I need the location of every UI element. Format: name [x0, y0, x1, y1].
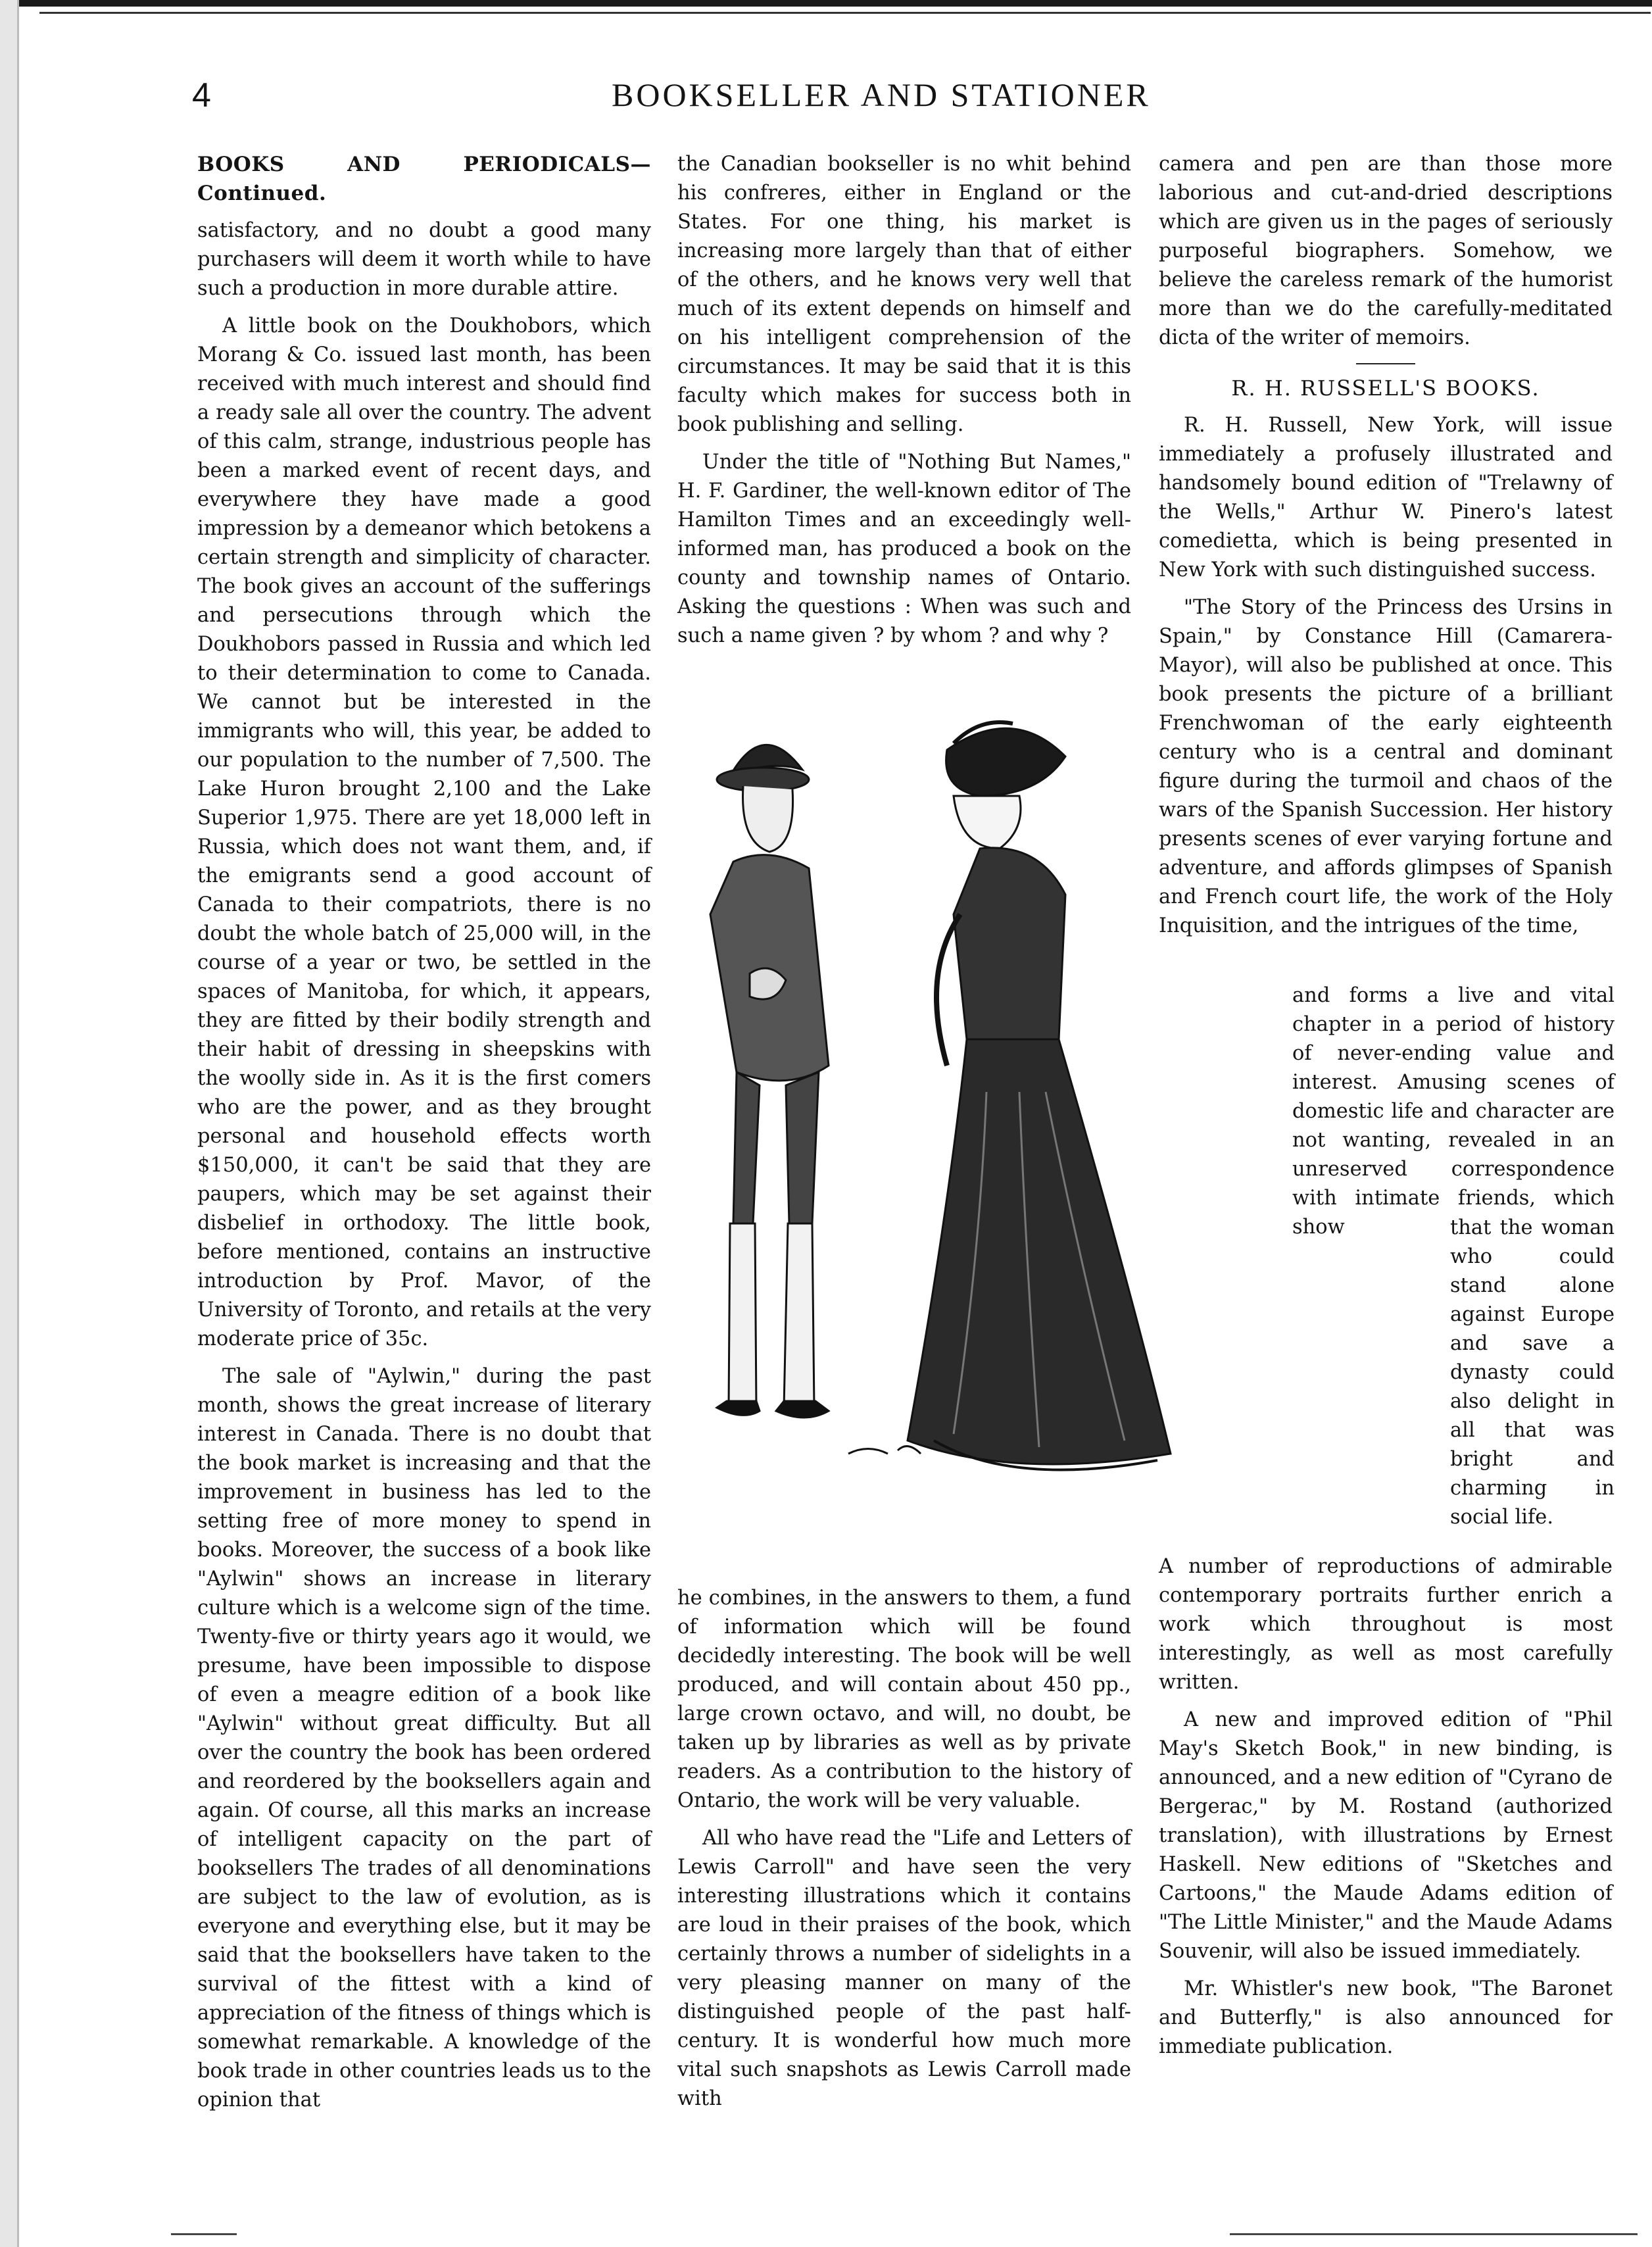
paragraph-whistler: Mr. Whistler's new book, "The Baronet and Butterfly," is also announced for immediate publication.: [1159, 1977, 1613, 2058]
top-rule: [0, 0, 1652, 7]
column-2-bottom: [677, 1584, 1131, 2122]
paragraph-princess-des-ursins: "The Story of the Princess des Ursins in Spain," by Constance Hill (Camarera-Mayor), will also be published at once. This book presents the picture of a brilliant Frenchwoman of the early eighteenth century who is a central and dominant figure during the turmoil and chaos of the wars of the Spanish Succession. Her history presents scenes of ever varying fortune and adventure, and affords glimpses of Spanish and French court life, the work of the Holy Inquisition, and the intrigues of the time,: [1159, 596, 1613, 937]
paragraph-lewis-carroll: All who have read the "Life and Letters of Lewis Carroll" and have seen the very interesting illustrations which it contains are loud in their praises of the book, which certainly throws a number of sidelights in a very pleasing manner on many of the distinguished people of the past half-century. It is wonderful how much more vital such snapshots as Lewis Carroll made with: [677, 1827, 1131, 2110]
paragraph: the Canadian bookseller is no whit behind his confreres, either in England or the States. For one thing, his market is increasing more largely than that of either of the others, and he knows very well that much of its extent depends on himself and on his intelligent comprehension of the circumstances. It may be said that it is this faculty which makes for success both in book publishing and selling.: [677, 153, 1131, 436]
paragraph-trelawny: R. H. Russell, New York, will issue immediately a profusely illustrated and handsomely bound edition of "Trelawny of the Wells," Arthur W. Pinero's latest comedietta, which is being presented in New York with such distinguished success.: [1159, 414, 1613, 581]
paragraph-continued: A number of reproductions of admirable contemporary portraits further enrich a work which throughout is most interestingly, as well as most carefully written.: [1159, 1555, 1613, 1694]
paragraph-aylwin: The sale of "Aylwin," during the past month, shows the great increase of literary interest in Canada. There is no doubt that the book market is increasing and that the improvement in business has led to the setting free of more money to spend in books. Moreover, the success of a book like "Aylwin" shows an increase in literary culture which is a welcome sign of the time. Twenty-five or thirty years ago it would, we presume, have been impossible to dispose of even a meagre edition of a book like "Aylwin" without great difficulty. But all over the country the book has been ordered and reordered by the booksellers again and again. Of course, all this marks an increase of intelligent capacity on the part of booksellers The trades of all denominations are subject to the law of evolution, as is everyone and everything else, but it may be said that the booksellers have taken to the survival of the fittest with a kind of appreciation of the fitness of things which is somewhat remarkable. A knowledge of the book trade in other countries leads us to the opinion that: [197, 1365, 651, 2111]
page-number: 4: [192, 76, 211, 114]
column-3-wrap: [1292, 981, 1615, 1250]
paragraph-nothing-but-names: Under the title of "Nothing But Names," H. F. Gardiner, the well-known editor of The Hamilton Times and an exceedingly well-informed man, has produced a book on the county and township names of Ontario. Asking the questions : When was such and such a name given ? by whom ? and why ?: [677, 451, 1131, 647]
paragraph: he combines, in the answers to them, a fund of information which will be found decidedly interesting. The book will be well produced, and will contain about 450 pp., large crown octavo, and will, no doubt, be taken up by libraries as well as by private readers. As a contribution to the history of Ontario, the work will be very valuable.: [677, 1587, 1131, 1812]
column-3-narrow: [1450, 1214, 1615, 1541]
subheading-russells-books: R. H. RUSSELL'S BOOKS.: [1231, 376, 1540, 401]
paragraph: satisfactory, and no doubt a good many purchasers will deem it worth while to have such a production in more durable attire.: [197, 219, 651, 300]
section-heading: BOOKS AND PERIODICALS—Continued.: [197, 153, 651, 205]
section-divider: [1356, 363, 1415, 364]
column-2-top: [677, 150, 1131, 659]
column-1: [197, 150, 651, 2123]
paragraph-continued: that the woman who could stand alone against Europe and save a dynasty could also delight in all that was bright and charming in social life.: [1450, 1216, 1615, 1529]
woman-bodice: [954, 848, 1065, 1052]
scan-left-edge: [0, 0, 19, 2247]
footer-rule: [1230, 2233, 1638, 2235]
running-head-title: BOOKSELLER AND STATIONER: [612, 76, 1151, 113]
footer-rule: [171, 2233, 237, 2235]
paragraph-continued: and forms a live and vital chapter in a period of history of never-ending value and interest. Amusing scenes of domestic life and character are not wanting, revealed in an unreserved correspondence with intimate friends, which show: [1292, 984, 1615, 1239]
top-rule-thin: [39, 12, 1651, 14]
paragraph-doukhobors: A little book on the Doukhobors, which Morang & Co. issued last month, has been received with much interest and should find a ready sale all over the country. The advent of this calm, strange, industrious people has been a marked event of recent days, and everywhere they have made a good impression by a demeanor which betokens a certain strength and simplicity of character. The book gives an account of the sufferings and persecutions through which the Doukhobors passed in Russia and which led to their determination to come to Canada. We cannot but be interested in the immigrants who will, this year, be added to our population to the number of 7,500. The Lake Huron brought 2,100 and the Lake Superior 1,975. There are yet 18,000 left in Russia, which does not want them, and, if the emigrants send a good account of Canada to their compatriots, there is no doubt the whole batch of 25,000 will, in the course of a year or two, be settled in the spaces of Manitoba, for which, it appears, they are fitted by their bodily strength and their habit of dressing in sheepskins with the woolly side in. As it is the first comers who are the power, and as they brought personal and household effects worth $150,000, it can't be said that they are paupers, which may be set against their disbelief in orthodoxy. The little book, before mentioned, contains an instructive introduction by Prof. Mavor, of the University of Toronto, and retails at the very moderate price of 35c.: [197, 314, 651, 1350]
woman-skirt: [908, 1039, 1171, 1464]
column-3: [1159, 150, 1613, 949]
paragraph-phil-may: A new and improved edition of "Phil May's Sketch Book," in new binding, is announced, and a new edition of "Cyrano de Bergerac," by M. Rostand (authorized translation), with illustrations by Ernest Haskell. New editions of "Sketches and Cartoons," the Maude Adams edition of "The Little Minister," and the Maude Adams Souvenir, will also be issued immediately.: [1159, 1708, 1613, 1963]
paragraph: camera and pen are than those more laborious and cut-and-dried descriptions which are given us in the pages of seriously purposeful biographers. Somehow, we believe the careless remark of the humorist more than we do the carefully-meditated dicta of the writer of memoirs.: [1159, 153, 1613, 349]
woman-hat: [946, 728, 1065, 796]
column-3-bottom: [1159, 1552, 1613, 2070]
